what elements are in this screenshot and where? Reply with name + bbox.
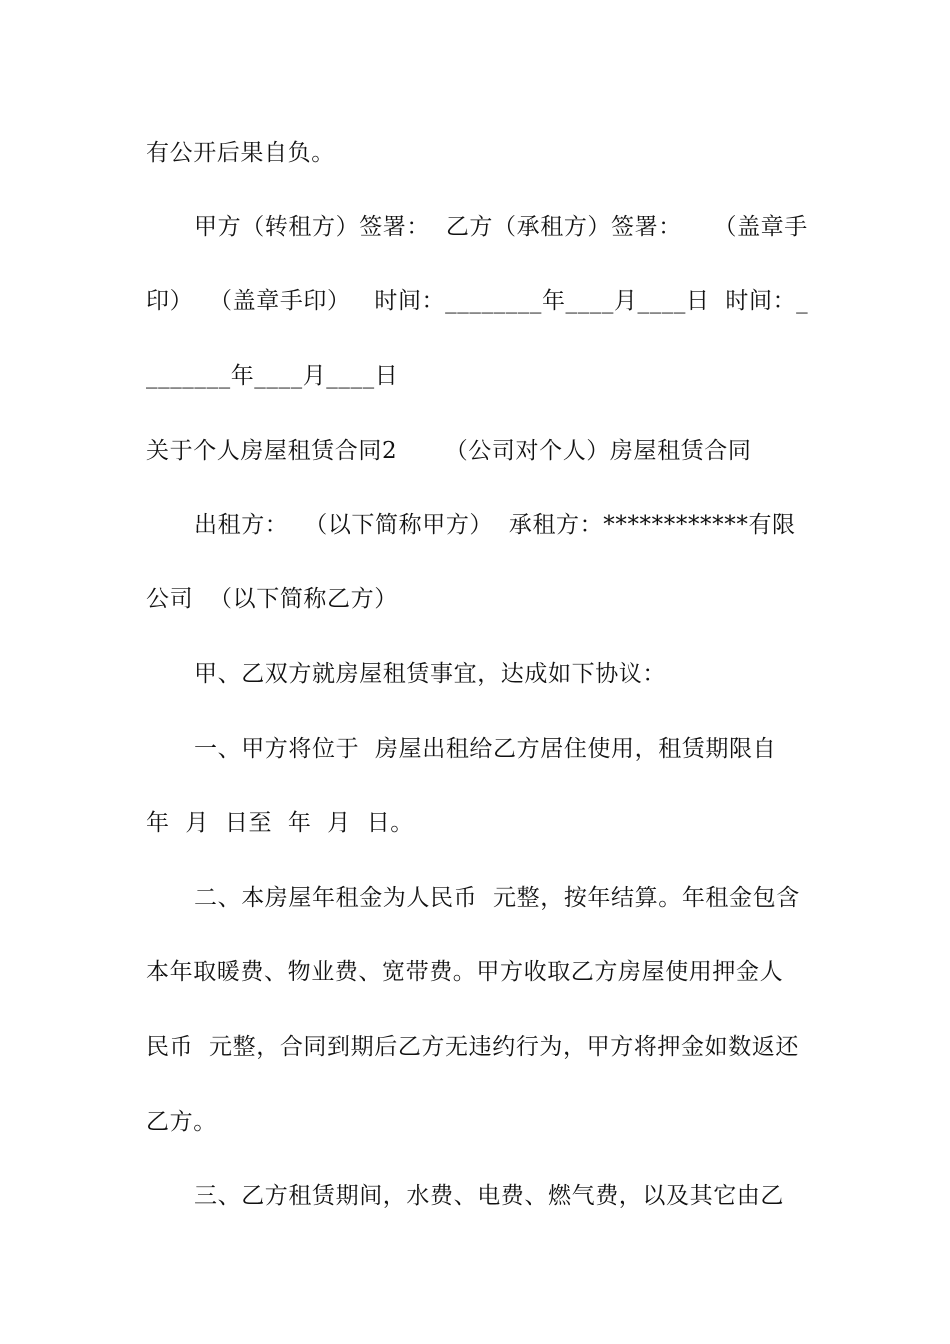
section-title: 关于个人房屋租赁合同2 （公司对个人）房屋租赁合同 <box>146 438 752 464</box>
text-line-seal-and-date: 印） （盖章手印） 时间：________年____月____日 时间：_ <box>146 288 809 314</box>
text-line-parties: 出租方： （以下简称甲方） 承租方：************有限 <box>194 512 796 538</box>
text-line-clause-2: 二、本房屋年租金为人民币 元整，按年结算。年租金包含 <box>194 885 800 911</box>
text-line-clause-3: 三、乙方租赁期间，水费、电费、燃气费，以及其它由乙 <box>194 1183 784 1209</box>
text-line-agreement-intro: 甲、乙双方就房屋租赁事宜，达成如下协议： <box>194 661 666 687</box>
text-line-party-b: 公司 （以下简称乙方） <box>146 586 398 612</box>
text-line-clause-2-end: 乙方。 <box>146 1109 217 1135</box>
text-line-signatures: 甲方（转租方）签署： 乙方（承租方）签署： （盖章手 <box>194 214 808 240</box>
text-line-clause-2-deposit: 民币 元整，合同到期后乙方无违约行为，甲方将押金如数返还 <box>146 1034 800 1060</box>
text-line-consequences: 有公开后果自负。 <box>146 140 335 166</box>
text-line-clause-1: 一、甲方将位于 房屋出租给乙方居住使用，租赁期限自 <box>194 736 777 762</box>
text-line-clause-2-fees: 本年取暖费、物业费、宽带费。甲方收取乙方房屋使用押金人 <box>146 959 784 985</box>
text-line-clause-1-dates: 年 月 日至 年 月 日。 <box>146 810 414 836</box>
text-line-date-continued: _______年____月____日 <box>146 363 399 389</box>
